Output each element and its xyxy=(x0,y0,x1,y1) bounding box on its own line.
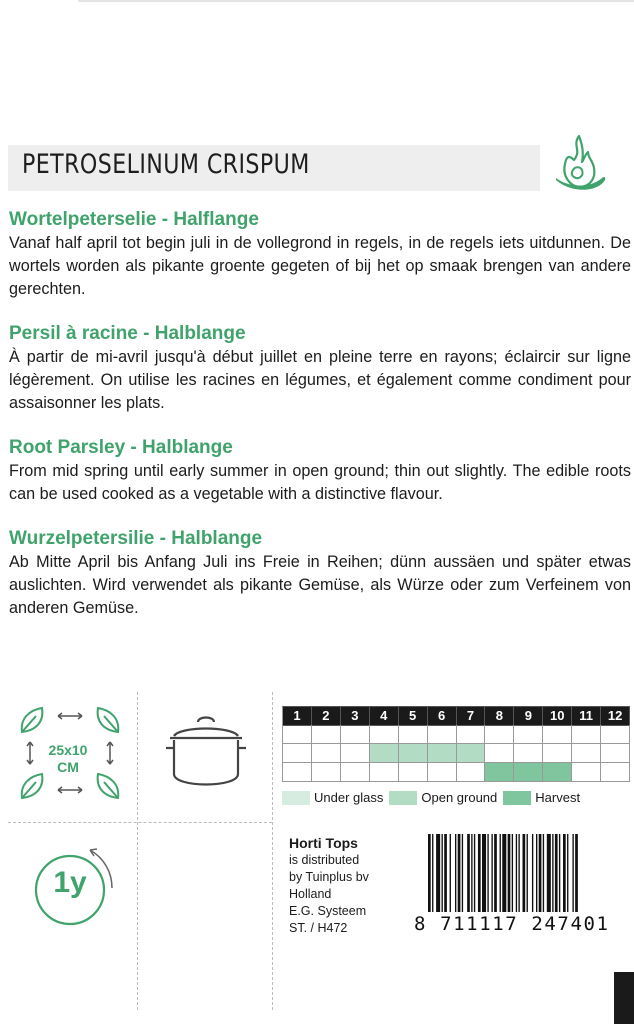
barcode-bar xyxy=(518,834,519,912)
legend-label: Harvest xyxy=(535,790,581,805)
barcode-bar xyxy=(563,834,566,912)
calendar-cell xyxy=(282,763,312,782)
legend-swatch xyxy=(389,791,417,805)
calendar-cell xyxy=(282,725,312,744)
barcode-bar xyxy=(491,834,492,912)
calendar-cell xyxy=(312,744,341,763)
calendar-cell xyxy=(514,744,543,763)
distributor-line: Holland xyxy=(289,887,332,901)
legend-open-ground xyxy=(389,790,497,805)
barcode-bar xyxy=(572,834,573,912)
calendar-cell xyxy=(428,744,457,763)
calendar-cell xyxy=(282,744,312,763)
legend-swatch xyxy=(503,791,531,805)
calendar-row xyxy=(282,725,630,744)
calendar-cell xyxy=(399,763,428,782)
calendar-cell xyxy=(601,725,630,744)
calendar-cell xyxy=(312,725,341,744)
barcode-bar xyxy=(458,834,461,912)
calendar-cell xyxy=(572,744,601,763)
barcode-bar xyxy=(539,834,542,912)
brand-name: Horti Tops xyxy=(289,835,358,851)
calendar-cell xyxy=(370,744,399,763)
barcode-bar xyxy=(474,834,475,912)
calendar-cell xyxy=(312,763,341,782)
barcode-bar xyxy=(500,834,501,912)
life-cycle-label: 1y xyxy=(53,866,87,899)
barcode-bar xyxy=(442,834,443,912)
barcode-bar xyxy=(467,834,470,912)
top-divider xyxy=(78,0,634,2)
calendar-cell xyxy=(601,763,630,782)
barcode-bar xyxy=(462,834,463,912)
barcode-bar xyxy=(432,834,433,912)
calendar-month-4: 4 xyxy=(370,706,399,726)
calendar-month-8: 8 xyxy=(485,706,514,726)
barcode-bar xyxy=(575,834,578,912)
barcode-number: 8 711117 247401 xyxy=(414,913,610,935)
section-title: Wortelpeterselie - Halflange xyxy=(9,209,259,230)
barcode-bar xyxy=(512,834,513,912)
barcode-bar xyxy=(552,834,553,912)
barcode-bar xyxy=(450,834,451,912)
calendar-month-7: 7 xyxy=(457,706,486,726)
barcode-bar xyxy=(516,834,517,912)
calendar-cell xyxy=(485,725,514,744)
barcode-bar xyxy=(471,834,472,912)
calendar-month-9: 9 xyxy=(514,706,543,726)
distributor-info xyxy=(289,835,369,937)
barcode-bar xyxy=(532,834,533,912)
calendar-cell xyxy=(543,744,572,763)
calendar-month-2: 2 xyxy=(312,706,341,726)
barcode xyxy=(418,834,626,918)
calendar-row xyxy=(282,763,630,782)
calendar-cell xyxy=(543,725,572,744)
section-body: Ab Mitte April bis Anfang Juli ins Freie in Reihen; dünn aussäen und später etwas auslichten. Wird verwendet als pikante Gemüse, als Würze oder zum Verfeinem von anderen Gemüse. xyxy=(9,553,631,617)
calendar-cell xyxy=(399,744,428,763)
cooking-pot-icon xyxy=(160,712,252,798)
calendar-month-1: 1 xyxy=(282,706,312,726)
calendar-month-11: 11 xyxy=(572,706,601,726)
grid-divider xyxy=(8,822,272,823)
barcode-bar xyxy=(482,834,486,912)
legend-label: Under glass xyxy=(314,790,384,805)
barcode-bar xyxy=(527,834,528,912)
calendar-legend xyxy=(282,790,586,805)
section-title: Persil à racine - Halblange xyxy=(9,323,246,344)
calendar-cell xyxy=(341,763,370,782)
section-dutch xyxy=(9,208,631,301)
barcode-bar xyxy=(494,834,497,912)
barcode-bar xyxy=(444,834,447,912)
calendar-cell xyxy=(457,744,486,763)
barcode-bar xyxy=(559,834,560,912)
latin-name: PETROSELINUM CRISPUM xyxy=(22,149,310,180)
section-body: From mid spring until early summer in open ground; thin out slightly. The edible roots can be used cooked as a vegetable with a distinctive flavour. xyxy=(9,462,631,503)
calendar-cell xyxy=(370,763,399,782)
calendar-cell xyxy=(457,763,486,782)
barcode-bar xyxy=(567,834,568,912)
flame-chili-icon xyxy=(548,132,610,194)
calendar-cell xyxy=(399,725,428,744)
distributor-line: E.G. Systeem xyxy=(289,904,367,918)
edge-marker xyxy=(614,972,634,1024)
calendar-cell xyxy=(514,763,543,782)
distributor-line: is distributed xyxy=(289,853,360,867)
plant-spacing-label: 25x10 CM xyxy=(48,742,88,775)
section-body: Vanaf half april tot begin juli in de vollegrond in regels, in de regels iets uitdunnen. De wortels worden als pikante groente gegeten of bij het op smaak brengen van andere gerechten. xyxy=(9,234,631,298)
calendar-month-5: 5 xyxy=(399,706,428,726)
calendar-cell xyxy=(485,763,514,782)
calendar-cell xyxy=(601,744,630,763)
section-french xyxy=(9,322,631,415)
barcode-bar xyxy=(478,834,481,912)
calendar-cell xyxy=(428,725,457,744)
barcode-bar xyxy=(436,834,440,912)
calendar-cell xyxy=(572,763,601,782)
section-title: Wurzelpetersilie - Halblange xyxy=(9,528,263,549)
barcode-bar xyxy=(547,834,551,912)
distributor-line: ST. / H472 xyxy=(289,921,348,935)
calendar-header xyxy=(282,706,630,725)
section-title: Root Parsley - Halblange xyxy=(9,437,233,458)
calendar-cell xyxy=(428,763,457,782)
calendar-cell xyxy=(370,725,399,744)
calendar-cell xyxy=(485,744,514,763)
grid-divider xyxy=(137,692,138,1010)
barcode-bar xyxy=(502,834,506,912)
barcode-bar xyxy=(455,834,456,912)
barcode-bar xyxy=(523,834,526,912)
barcode-bar xyxy=(555,834,558,912)
barcode-bar xyxy=(487,834,488,912)
barcode-bar xyxy=(536,834,537,912)
section-english xyxy=(9,436,631,506)
calendar-month-12: 12 xyxy=(601,706,630,726)
calendar-month-6: 6 xyxy=(428,706,457,726)
calendar-cell xyxy=(457,725,486,744)
calendar-cell xyxy=(341,744,370,763)
section-body: À partir de mi-avril jusqu'à début juillet en pleine terre en rayons; éclaircir sur ligne légèrement. On utilise les racines en légumes, et également comme condiment pour assaisonner les plats. xyxy=(9,348,631,412)
section-german xyxy=(9,527,631,620)
barcode-bar xyxy=(543,834,544,912)
legend-label: Open ground xyxy=(421,790,498,805)
calendar-month-3: 3 xyxy=(341,706,370,726)
sowing-calendar xyxy=(282,706,630,782)
calendar-cell xyxy=(572,725,601,744)
calendar-month-10: 10 xyxy=(543,706,572,726)
calendar-row xyxy=(282,744,630,763)
legend-under-glass xyxy=(282,790,383,805)
calendar-cell xyxy=(543,763,572,782)
calendar-cell xyxy=(514,725,543,744)
distributor-line: by Tuinplus bv xyxy=(289,870,369,884)
legend-harvest xyxy=(503,790,580,805)
barcode-bar xyxy=(428,834,431,912)
grid-divider xyxy=(272,692,273,1010)
calendar-cell xyxy=(341,725,370,744)
barcode-bar xyxy=(508,834,511,912)
legend-swatch xyxy=(282,791,310,805)
